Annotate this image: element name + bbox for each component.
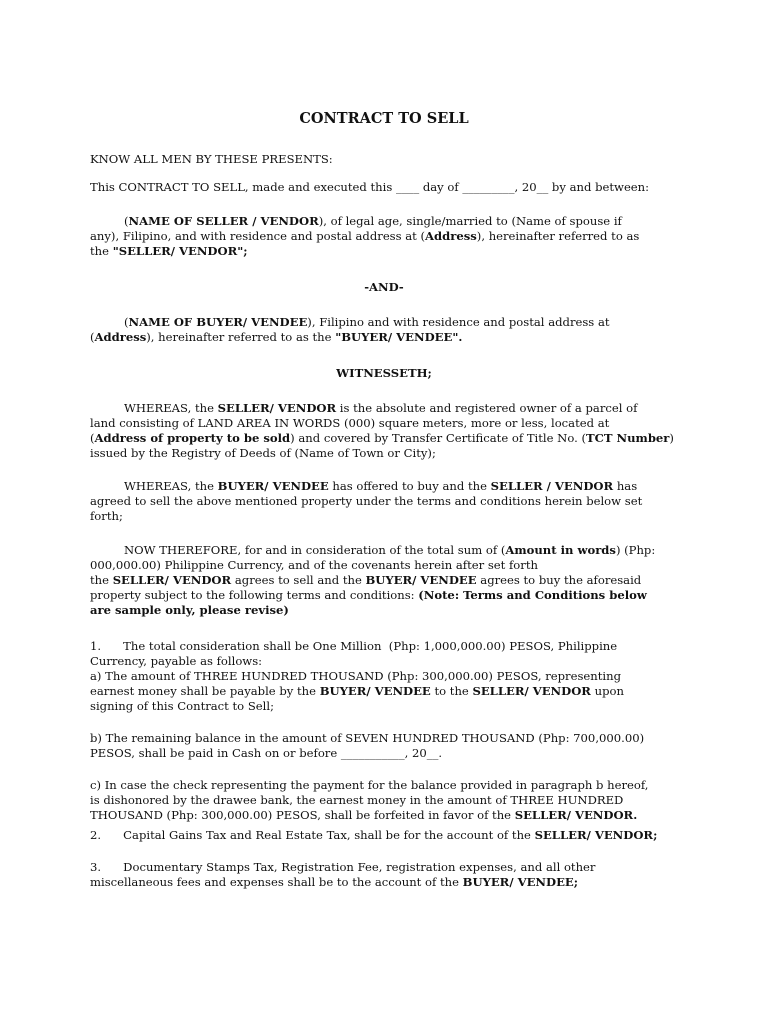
know-all-men: KNOW ALL MEN BY THESE PRESENTS: (90, 152, 333, 166)
and-separator: -AND- (364, 280, 404, 294)
now-therefore-paragraph: NOW THEREFORE, for and in consideration of the total sum of (Amount in words) (Php: 000,000.00) Philippine Currency, and of the covenants herein after set forth the SELLER/ VENDOR agrees to sell and the BUYER/ VENDEE agrees to buy the aforesaid property subject to the following terms and conditions: (Note: Terms and Conditions below are sample only, please revise) (90, 543, 656, 617)
term-1-paragraph: 1. The total consideration shall be One Million (Php: 1,000,000.00) PESOS, Philippine Currency, payable as follows: a) The amount of THREE HUNDRED THOUSAND (Php: 300,000.00) PESOS, representing earnest money shall be payable by the BUYER/ VENDEE to the SELLER/ VENDOR upon signing of this Contract to Sell; (90, 639, 624, 713)
witnesseth-heading: WITNESSETH; (336, 366, 432, 380)
buyer-paragraph: (NAME OF BUYER/ VENDEE), Filipino and with residence and postal address at (Address), hereinafter referred to as the "BUYER/ VENDEE". (90, 315, 610, 344)
whereas-ownership-paragraph: WHEREAS, the SELLER/ VENDOR is the absolute and registered owner of a parcel of land consisting of LAND AREA IN WORDS (000) square meters, more or less, located at (Address of property to be sold) and covered by Transfer Certificate of Title No. (TCT Number) issued by the Registry of Deeds of (Name of Town or City); (90, 401, 674, 460)
term-2-paragraph: 2. Capital Gains Tax and Real Estate Tax, shall be for the account of the SELLER/ VENDOR; (90, 828, 658, 842)
document-title: CONTRACT TO SELL (299, 110, 469, 127)
term-3-paragraph: 3. Documentary Stamps Tax, Registration Fee, registration expenses, and all other miscellaneous fees and expenses shall be to the account of the BUYER/ VENDEE; (90, 860, 596, 889)
whereas-offer-paragraph: WHEREAS, the BUYER/ VENDEE has offered to buy and the SELLER / VENDOR has agreed to sell the above mentioned property under the terms and conditions herein below set forth; (90, 479, 643, 523)
seller-paragraph: (NAME OF SELLER / VENDOR), of legal age, single/married to (Name of spouse if any), Filipino, and with residence and postal address at (Address), hereinafter referred to as the "SELLER/ VENDOR"; (90, 214, 640, 258)
term-1c-paragraph: c) In case the check representing the payment for the balance provided in paragraph b hereof, is dishonored by the drawee bank, the earnest money in the amount of THREE HUNDRED THOUSAND (Php: 300,000.00) PESOS, shall be forfeited in favor of the SELLER/ VENDOR. (90, 778, 649, 822)
intro-paragraph: This CONTRACT TO SELL, made and executed this ____ day of _________, 20__ by and between: (90, 180, 650, 194)
term-1b-paragraph: b) The remaining balance in the amount of SEVEN HUNDRED THOUSAND (Php: 700,000.00) PESOS, shall be paid in Cash on or before ___________, 20__. (90, 731, 645, 760)
